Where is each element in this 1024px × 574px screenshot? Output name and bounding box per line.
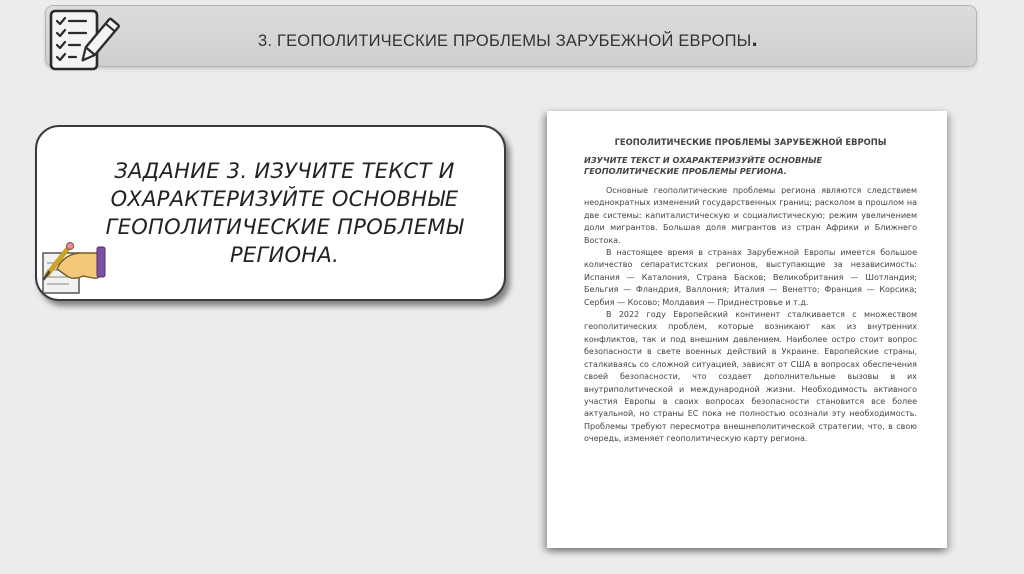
- task-card: [35, 125, 506, 301]
- document-paragraph: Основные геополитические проблемы региона являются следствием неоднократных изменений государственных границ; расколом в прошлом на две системы: капиталистическую и социалистическую; режим увеличением доли мигрантов. Большая доля мигрантов из стран Африки и Ближнего Востока.: [584, 186, 917, 245]
- document-paragraph: В настоящее время в странах Зарубежной Европы имеется большое количество сепаратистских регионов, выступающие за независимость: Испания — Каталония, Страна Басков; Великобритания — Шотландия; Бельгия — Фландрия, Валлония; Италия — Венетто; Франция — Корсика; Сербия — Косово; Молдавия — Приднестровье и т.д.: [584, 248, 917, 307]
- page-title: [258, 26, 966, 51]
- title-banner: [45, 5, 977, 67]
- document-paragraph: В 2022 году Европейский континент сталкивается с множеством геополитических проблем, которые возникают как из внутренних конфликтов, так и под внешним давлением. Наиболее остро стоит вопрос безопасности в свете военных действий в Украине. Европейские страны, сталкиваясь со сложной ситуацией, зависят от США в вопросах обеспечения своей безопасности, что создает дополнительные вызовы в их внутриполитической и международной жизни. Необходимость активного участия Европы в своих вопросах безопасности становится все более актуальной, но страны ЕС пока не полностью осознали эту необходимость. Проблемы требуют пересмотра внешнеполитической стратегии, что, в свою очередь, изменяет геополитическую карту региона.: [584, 310, 917, 444]
- document-title: ГЕОПОЛИТИЧЕСКИЕ ПРОБЛЕМЫ ЗАРУБЕЖНОЙ ЕВРОПЫ: [614, 137, 887, 147]
- title-period: .: [751, 26, 758, 51]
- document-subtitle: ИЗУЧИТЕ ТЕКСТ И ОХАРАКТЕРИЗУЙТЕ ОСНОВНЫЕ ГЕОПОЛИТИЧЕСКИЕ ПРОБЛЕМЫ РЕГИОНА.: [584, 155, 823, 176]
- hand-writing-icon: [35, 239, 107, 297]
- document-page: [547, 111, 947, 548]
- page-title-text: 3. ГЕОПОЛИТИЧЕСКИЕ ПРОБЛЕМЫ ЗАРУБЕЖНОЙ ЕВРОПЫ: [258, 32, 752, 50]
- task-text: ЗАДАНИЕ 3. ИЗУЧИТЕ ТЕКСТ И ОХАРАКТЕРИЗУЙТЕ ОСНОВНЫЕ ГЕОПОЛИТИЧЕСКИЕ ПРОБЛЕМЫ РЕГИОНА.: [105, 159, 464, 267]
- checklist-pencil-icon: [48, 8, 122, 74]
- document-body: [584, 137, 917, 446]
